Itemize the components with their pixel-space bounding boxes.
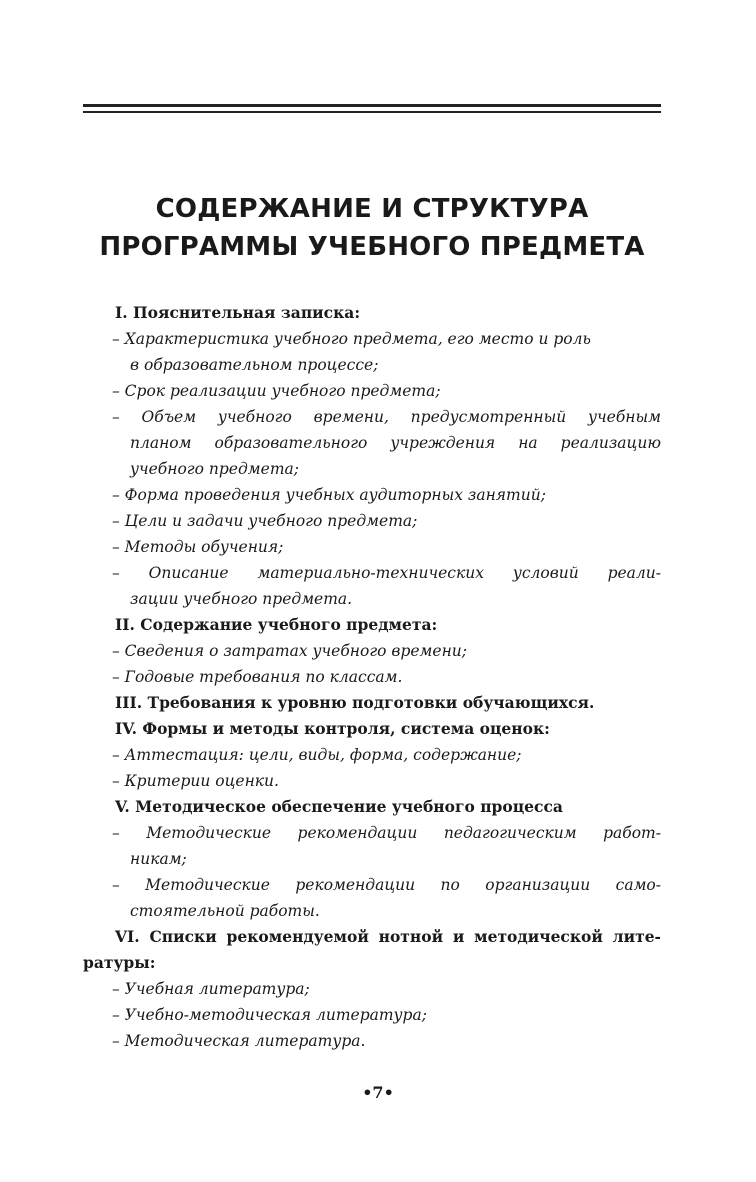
list-item: – Учебная литература; [112, 980, 310, 998]
list-item-continuation: зации учебного предмета. [130, 590, 353, 608]
list-item: – Методические рекомендации педагогическим работ- [112, 824, 661, 842]
section-heading: VI. Списки рекомендуемой нотной и методической лите- [115, 927, 661, 946]
list-item-continuation: учебного предмета; [130, 460, 299, 478]
title-line-1: СОДЕРЖАНИЕ И СТРУКТУРА [155, 194, 589, 224]
list-item: – Цели и задачи учебного предмета; [112, 512, 418, 530]
list-item-continuation: никам; [130, 850, 187, 868]
section-heading: IV. Формы и методы контроля, система оценок: [115, 719, 550, 738]
table-of-contents [83, 300, 661, 1054]
list-item: – Аттестация: цели, виды, форма, содержание; [112, 746, 522, 764]
list-item: – Характеристика учебного предмета, его место и роль [112, 330, 591, 348]
page-title [83, 190, 661, 266]
header-rule-thick [83, 104, 661, 107]
header-rule-thin [83, 111, 661, 113]
list-item-continuation: стоятельной работы. [130, 902, 320, 920]
section-heading-continuation: ратуры: [83, 953, 156, 972]
section-heading: III. Требования к уровню подготовки обучающихся. [115, 693, 595, 712]
section-heading: V. Методическое обеспечение учебного процесса [115, 797, 563, 816]
list-item: – Методы обучения; [112, 538, 284, 556]
page-number: •7• [362, 1083, 394, 1102]
title-line-2: ПРОГРАММЫ УЧЕБНОГО ПРЕДМЕТА [99, 232, 645, 262]
list-item: – Учебно-методическая литература; [112, 1006, 427, 1024]
list-item: – Срок реализации учебного предмета; [112, 382, 441, 400]
list-item: – Методическая литература. [112, 1032, 366, 1050]
section-heading: II. Содержание учебного предмета: [115, 615, 438, 634]
list-item: – Годовые требования по классам. [112, 668, 403, 686]
list-item: – Методические рекомендации по организации само- [112, 876, 661, 894]
list-item-continuation: в образовательном процессе; [130, 356, 379, 374]
list-item: – Сведения о затратах учебного времени; [112, 642, 467, 660]
list-item: – Описание материально-технических условий реали- [112, 564, 661, 582]
section-heading: I. Пояснительная записка: [115, 303, 361, 322]
list-item: – Критерии оценки. [112, 772, 279, 790]
list-item: – Форма проведения учебных аудиторных занятий; [112, 486, 546, 504]
list-item: – Объем учебного времени, предусмотренный учебным [112, 408, 661, 426]
list-item-continuation: планом образовательного учреждения на реализацию [130, 434, 661, 452]
